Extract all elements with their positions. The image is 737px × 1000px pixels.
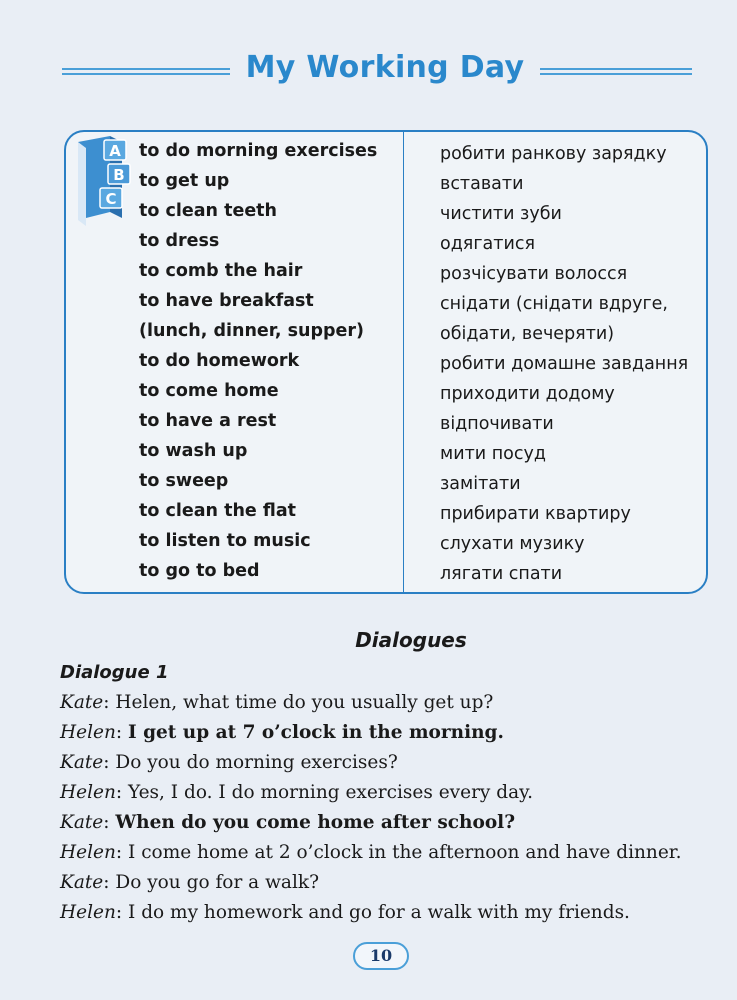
- dialogue-text: I come home at 2 o’clock in the afternoon and have dinner.: [128, 842, 682, 863]
- dialogue-line: Helen: I come home at 2 o’clock in the afternoon and have dinner.: [60, 842, 682, 863]
- vocab-ua: одягатися: [440, 234, 535, 254]
- dialogue-text: When do you come home after school?: [115, 812, 516, 833]
- speaker-name: Kate: [60, 692, 104, 713]
- vocab-ua: обідати, вечеряти): [440, 324, 615, 344]
- vocab-en: (lunch, dinner, supper): [139, 321, 365, 341]
- title-rule-left: [62, 68, 230, 75]
- speaker-name: Kate: [60, 872, 104, 893]
- vocab-en: to go to bed: [139, 561, 260, 581]
- dialogue-line: Kate: Helen, what time do you usually get up?: [60, 692, 494, 713]
- speaker-name: Kate: [60, 752, 104, 773]
- vocab-ua: приходити додому: [440, 384, 615, 404]
- dialogue-1-heading: Dialogue 1: [60, 662, 169, 683]
- abc-letter-a: A: [109, 142, 121, 160]
- vocab-en: to clean the flat: [139, 501, 297, 521]
- vocab-en: to do homework: [139, 351, 300, 371]
- dialogue-line: Kate: Do you do morning exercises?: [60, 752, 398, 773]
- vocab-en: to comb the hair: [139, 261, 303, 281]
- dialogue-line: Helen: I do my homework and go for a walk with my friends.: [60, 902, 630, 923]
- vocab-ua: замітати: [440, 474, 521, 494]
- dialogue-text: Do you go for a walk?: [115, 872, 319, 893]
- abc-letter-b: B: [113, 166, 125, 184]
- dialogue-line: Kate: When do you come home after school?: [60, 812, 516, 833]
- page-title: My Working Day: [245, 50, 525, 85]
- speaker-name: Helen: [60, 722, 116, 743]
- abc-letter-c: C: [105, 190, 117, 208]
- vocab-ua: слухати музику: [440, 534, 585, 554]
- dialogue-line: Kate: Do you go for a walk?: [60, 872, 319, 893]
- dialogue-line: Helen: Yes, I do. I do morning exercises every day.: [60, 782, 533, 803]
- vocab-ua: снідати (снідати вдруге,: [440, 294, 668, 314]
- vocab-ua: вставати: [440, 174, 524, 194]
- vocab-en: to do morning exercises: [139, 141, 378, 161]
- dialogue-text: I get up at 7 o’clock in the morning.: [128, 722, 504, 743]
- dialogue-text: I do my homework and go for a walk with my friends.: [128, 902, 630, 923]
- title-rule-right: [540, 68, 692, 75]
- dialogue-text: Helen, what time do you usually get up?: [115, 692, 494, 713]
- vocab-ua: лягати спати: [440, 564, 563, 584]
- vocab-ua: мити посуд: [440, 444, 546, 464]
- vocab-ua: відпочивати: [440, 414, 554, 434]
- speaker-name: Helen: [60, 842, 116, 863]
- vocab-en: to dress: [139, 231, 220, 251]
- vocab-en: to get up: [139, 171, 230, 191]
- dialogues-heading: Dialogues: [355, 628, 467, 652]
- vocab-ua: прибирати квартиру: [440, 504, 631, 524]
- speaker-name: Helen: [60, 902, 116, 923]
- vocab-en: to come home: [139, 381, 279, 401]
- dialogue-line: Helen: I get up at 7 o’clock in the morning.: [60, 722, 504, 743]
- vocab-en: to clean teeth: [139, 201, 278, 221]
- vocab-en: to sweep: [139, 471, 229, 491]
- vocab-ua: чистити зуби: [440, 204, 562, 224]
- speaker-name: Kate: [60, 812, 104, 833]
- title-row: [0, 48, 737, 92]
- vocab-en: to have breakfast: [139, 291, 314, 311]
- vocab-ua: робити ранкову зарядку: [440, 144, 667, 164]
- dialogue-text: Do you do morning exercises?: [115, 752, 398, 773]
- vocab-ua: розчісувати волосся: [440, 264, 628, 284]
- vocab-ua: робити домашне завдання: [440, 354, 689, 374]
- vocabulary-column-divider: [403, 130, 404, 594]
- vocab-en: to listen to music: [139, 531, 311, 551]
- abc-blocks-icon: [74, 134, 132, 228]
- speaker-name: Helen: [60, 782, 116, 803]
- page-number: 10: [353, 942, 409, 970]
- vocab-en: to have a rest: [139, 411, 277, 431]
- dialogue-text: Yes, I do. I do morning exercises every day.: [128, 782, 533, 803]
- vocab-en: to wash up: [139, 441, 248, 461]
